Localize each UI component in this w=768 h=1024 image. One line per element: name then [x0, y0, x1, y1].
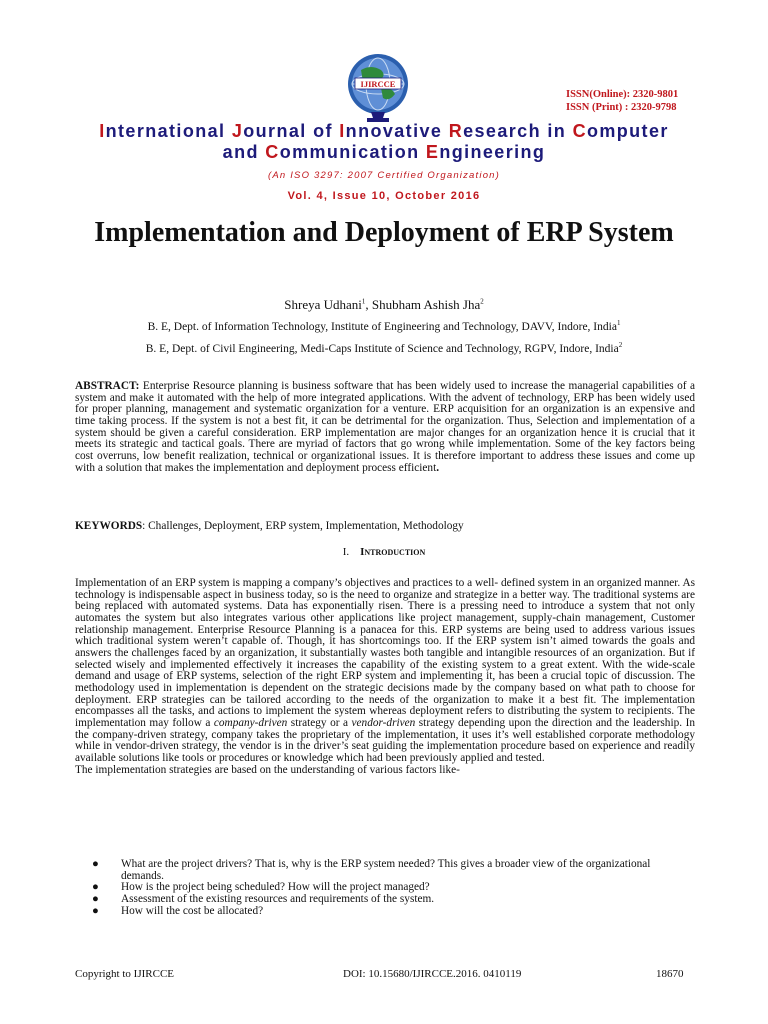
list-item-text: How will the cost be allocated? [121, 904, 264, 917]
journal-name-line1 [0, 121, 768, 142]
factors-list [92, 859, 692, 917]
journal-name-initial: C [265, 142, 280, 162]
journal-name-line2 [0, 142, 768, 163]
author-affiliation-mark: 2 [480, 297, 484, 306]
issn-block [566, 88, 678, 114]
abstract-text: Enterprise Resource planning is business software that has been widely used to increase the managerial capabilities of a system and make it automated with the help of more integrated applications. With the advent of technology, ERP has been widely used for proper planning, management and systematic organization for a venture. ERP acquisition for an organization is an expensive and time taking process. If the system is not a best fit, it can be detrimental for the organization. Thus, Selection and implementation of a system should be given a careful consideration. ERP implementation are major changes for an organization hence it is crucial that it meets its strategic and tactical goals. There are myriad of factors that go wrong while implementation. Some of the key factors being cost overruns, low benefit realization, technical or organizational issues. It is therefore important to address these issues and come up with a solution that makes the implementation and deployment process efficient [75, 380, 695, 474]
journal-name-part: ournal of [243, 121, 340, 141]
journal-logo [341, 48, 415, 128]
paper-title: Implementation and Deployment of ERP System [94, 217, 674, 248]
list-item [92, 906, 692, 918]
list-item-text: Assessment of the existing resources and requirements of the system. [121, 892, 435, 905]
bullet-icon: ● [92, 858, 99, 870]
journal-name-initial: C [572, 121, 587, 141]
abstract-label: ABSTRACT: [75, 380, 140, 392]
keywords-text: : Challenges, Deployment, ERP system, Implementation, Methodology [142, 520, 464, 532]
authors-line [0, 297, 768, 313]
keywords [75, 521, 695, 533]
bullet-icon: ● [92, 904, 99, 917]
author-name: Shreya Udhani [284, 297, 362, 312]
affiliation-text: B. E, Dept. of Information Technology, Institute of Engineering and Technology, DAVV, Indore, India [147, 321, 617, 333]
section-heading [0, 546, 768, 558]
intro-text: Implementation of an ERP system is mapping a company’s objectives and practices to a well- defined system in an organized manner. As technology is indispensable aspect in business today, so is the need to organize and strategize in a better way. The traditional systems are being replaced with automated systems. Data has exponentially risen. There is a pressing need to introduce a system that not only automates the system but also integrates various other applications like project management, supply-chain management, Customer relationship management. Enterprise Resource Planning is a panacea for this. ERP systems are being used to address various issues which traditional system weren’t capable of. Though, it has shortcomings too. If the ERP system isn’t aimed towards the goals and answers the challenges faced by an organization, it substantially wastes both tangible and intangible resources of an organization. But if selected wisely and implemented effectively it increases the capability of the existing system to a great extent. With the wide-scale demand and usage of ERP systems, selection of the right ERP system and implementing it, has been a crucial topic of discussion. The methodology used in implementation is dependent on the strategic decisions made by the company based on what path to choose for deployment. ERP strategies can be tailored according to the needs of the organization to make it a best fit. The implementation encompasses all the tasks, and actions to implement the system whereas deployment refers to distributing the system to recipients. The implementation may follow a [75, 577, 695, 729]
list-item [92, 859, 692, 882]
journal-name-part: nternational [105, 121, 232, 141]
footer-page-number: 18670 [656, 968, 684, 980]
journal-name-part: omputer [586, 121, 669, 141]
journal-name-initial: E [425, 142, 440, 162]
list-item-text: How is the project being scheduled? How will the project managed? [121, 881, 430, 894]
volume-issue: Vol. 4, Issue 10, October 2016 [287, 190, 481, 202]
author-name: Shubham Ashish Jha [371, 297, 481, 312]
journal-name-initial: R [448, 121, 464, 141]
journal-name-part: nnovative [345, 121, 449, 141]
list-item-text: What are the project drivers? That is, why is the ERP system needed? This gives a broader view of the organizational demands. [121, 858, 651, 882]
affiliation-2 [0, 343, 768, 355]
intro-emphasis: vendor-driven [351, 716, 416, 729]
abstract-end: . [436, 461, 440, 474]
keywords-label: KEYWORDS [75, 520, 143, 532]
journal-name-part: esearch in [463, 121, 573, 141]
issn-print: ISSN (Print) : 2320-9798 [566, 102, 677, 113]
section-title: Introduction [360, 546, 426, 558]
logo-text: IJIRCCE [360, 79, 396, 89]
author-separator: , [365, 297, 372, 312]
list-item [92, 894, 692, 906]
affiliation-text: B. E, Dept. of Civil Engineering, Medi-Caps Institute of Science and Technology, RGPV, Indore, India [145, 343, 619, 355]
factors-lead: The implementation strategies are based on the understanding of various factors like- [75, 763, 460, 776]
intro-text: strategy depending upon the direction and the leadership. In the company-driven strategy, company takes the proprietary of the implementation, it uses it’s well established corporate methodology while in vendor-driven strategy, the vendor is in the driver’s seat guiding the implementation procedure based on experience and readily available solutions like tools or procedures or knowledge which had been previously applied and tested. [75, 716, 695, 764]
introduction-paragraph [75, 578, 695, 765]
footer-doi: DOI: 10.15680/IJIRCCE.2016. 0410119 [343, 968, 522, 980]
bullet-icon: ● [92, 892, 99, 905]
journal-name-part: ngineering [439, 142, 546, 162]
affiliation-1 [0, 321, 768, 333]
journal-name-initial: I [99, 121, 106, 141]
bullet-icon: ● [92, 881, 99, 894]
journal-name-initial: J [231, 121, 244, 141]
affiliation-mark: 2 [618, 341, 623, 350]
affiliation-mark: 1 [616, 319, 621, 328]
journal-name-part: ommunication [279, 142, 426, 162]
section-number: I. [342, 546, 350, 558]
footer-copyright: Copyright to IJIRCCE [75, 968, 175, 980]
journal-name-part: and [222, 142, 266, 162]
introduction-body [75, 578, 695, 776]
intro-text: strategy or a [287, 716, 352, 729]
iso-certification: (An ISO 3297: 2007 Certified Organization) [267, 170, 501, 181]
journal-name-initial: I [339, 121, 346, 141]
issn-online: ISSN(Online): 2320-9801 [566, 89, 679, 100]
abstract [75, 381, 695, 474]
author-affiliation-mark: 1 [361, 297, 366, 306]
intro-emphasis: company-driven [213, 716, 288, 729]
